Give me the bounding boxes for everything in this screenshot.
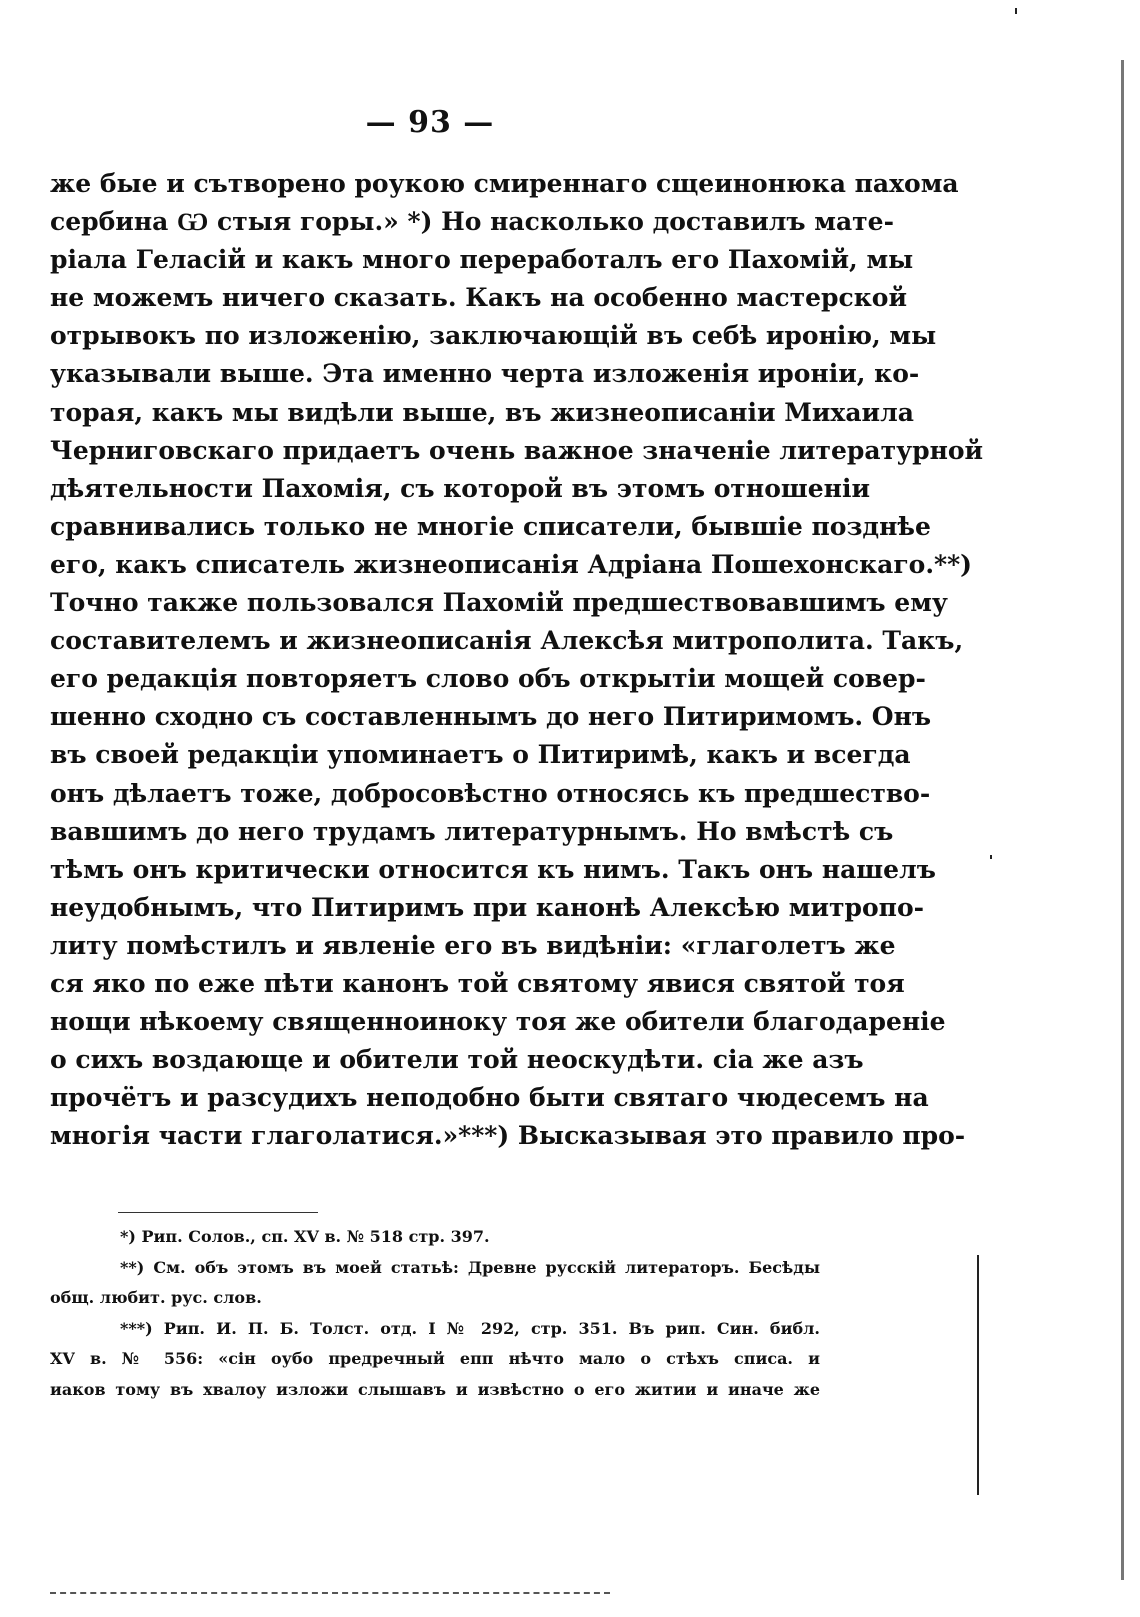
body-line: о сихъ воздающе и обители той неоскудѣти. сіа же азъ [50, 1045, 864, 1075]
body-line: дѣятельности Пахомія, съ которой въ этомъ отношеніи [50, 473, 870, 503]
body-line: торая, какъ мы видѣли выше, въ жизнеописаніи Михаила [50, 397, 914, 427]
body-line: Черниговскаго придаетъ очень важное значеніе литературной [50, 435, 984, 465]
body-line: вавшимъ до него трудамъ литературнымъ. Но вмѣстѣ съ [50, 816, 894, 846]
body-line: шенно сходно съ составленнымъ до него Питиримомъ. Онъ [50, 702, 932, 732]
footnote-line: **) См. объ этомъ въ моей статьѣ: Древне русскій литераторъ. Бесѣды [120, 1257, 820, 1277]
body-line: не можемъ ничего сказать. Какъ на особенно мастерской [50, 283, 907, 313]
footnote-line: иаков тому въ хвалоу изложи слышавъ и извѣстно о его житии и иначе же [50, 1379, 820, 1399]
footnote-line: XV в. № 556: «сін оубо предречный епп нѣчто мало о стѣхъ списа. и [50, 1349, 820, 1368]
scan-bottom-dashes [50, 1592, 610, 1594]
body-line: его редакція повторяетъ слово объ открытіи мощей совер- [50, 664, 926, 694]
body-line: отрывокъ по изложенію, заключающій въ себѣ иронію, мы [50, 321, 937, 351]
body-line: нощи нѣкоему священноиноку тоя же обители благодареніе [50, 1007, 946, 1037]
page-number: — 93 — [365, 105, 495, 140]
footnote-divider [118, 1212, 318, 1213]
body-text [50, 165, 984, 1155]
body-line: онъ дѣлаетъ тоже, добросовѣстно относясь къ предшество- [50, 778, 931, 808]
body-line: ріала Геласій и какъ много переработалъ его Пахомій, мы [50, 245, 914, 275]
scan-edge-line [1121, 60, 1124, 1580]
body-line: Точно также пользовался Пахомій предшествовавшимъ ему [50, 588, 948, 618]
body-line: многія части глаголатися.»***) Высказывая это правило про- [50, 1121, 966, 1151]
body-line: неудобнымъ, что Питиримъ при канонѣ Алексѣю митропо- [50, 892, 925, 922]
scan-edge-line [977, 1255, 979, 1495]
footnote-line: *) Рип. Солов., сп. XV в. № 518 стр. 397. [120, 1227, 490, 1246]
footnote-line: ***) Рип. И. П. Б. Толст. отд. I № 292, стр. 351. Въ рип. Син. библ. [120, 1318, 820, 1338]
body-line: составителемъ и жизнеописанія Алексѣя митрополита. Такъ, [50, 626, 964, 656]
body-line: литу помѣстилъ и явленіе его въ видѣніи: «глаголетъ же [50, 930, 896, 960]
body-line: сербина Ѡ стыя горы.» *) Но насколько доставилъ мате- [50, 207, 894, 237]
body-line: его, какъ списатель жизнеописанія Адріана Пошехонскаго.**) [50, 549, 973, 579]
scan-speck [1015, 8, 1017, 14]
body-line: сравнивались только не многіе списатели, бывшіе позднѣе [50, 511, 931, 541]
footnotes [50, 1222, 820, 1405]
body-line: въ своей редакціи упоминаетъ о Питиримѣ, какъ и всегда [50, 740, 911, 770]
scan-speck [990, 855, 992, 859]
body-line: указывали выше. Эта именно черта изложенія ироніи, ко- [50, 359, 920, 389]
body-line: ся яко по еже пѣти канонъ той святому явися святой тоя [50, 968, 905, 998]
footnote-line: общ. любит. рус. слов. [50, 1288, 262, 1307]
body-line: тѣмъ онъ критически относится къ нимъ. Такъ онъ нашелъ [50, 854, 936, 884]
body-line: же бые и сътворено роукою смиреннаго сщеинонюка пахома [50, 169, 959, 198]
body-line: прочётъ и разсудихъ неподобно быти святаго чюдесемъ на [50, 1083, 929, 1113]
